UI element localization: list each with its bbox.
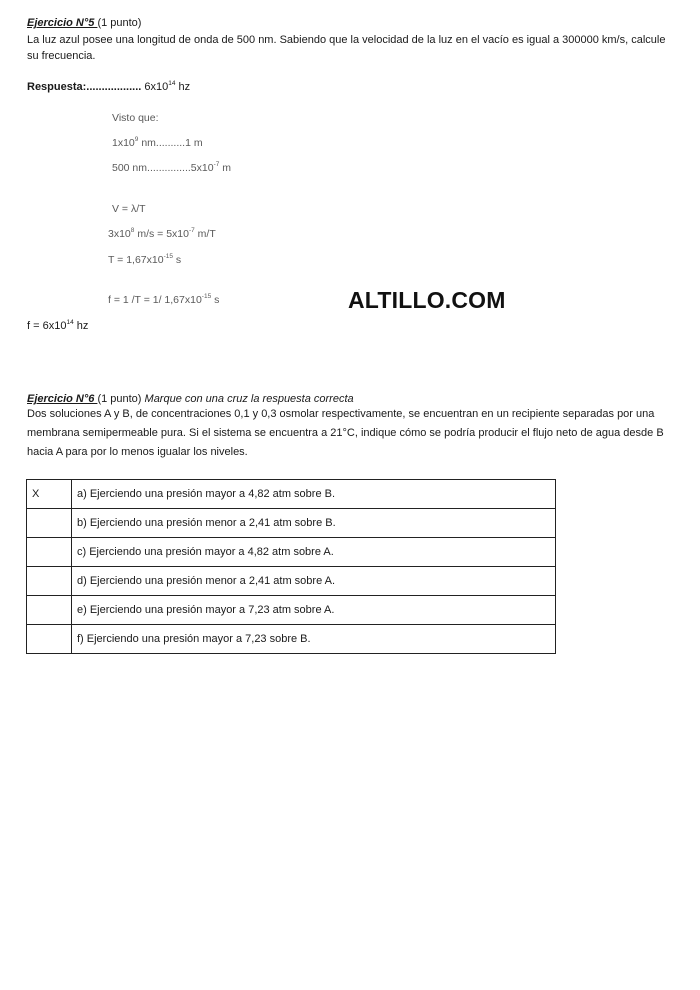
options-table <box>26 479 556 654</box>
ej5-conversion-1 <box>112 137 203 149</box>
ej5-eq-2 <box>108 228 216 240</box>
eq2-a: 3x10 <box>108 228 131 240</box>
ej5-conversion-2 <box>112 162 231 174</box>
final-exp: 14 <box>66 319 74 326</box>
conv2-exp: -7 <box>213 161 220 168</box>
ej6-points: (1 punto) <box>97 393 145 405</box>
eq4-b: s <box>211 294 220 306</box>
conv1-base: 1x10 <box>112 137 135 149</box>
option-mark-cell[interactable] <box>27 567 72 596</box>
ej5-title: Ejercicio N°5 <box>27 17 98 29</box>
ej5-answer-exp: 14 <box>168 80 176 87</box>
option-mark-cell[interactable]: X <box>27 480 72 509</box>
ej5-visto: Visto que: <box>112 112 159 124</box>
eq2-exp1: 8 <box>130 227 135 234</box>
ej5-answer-base: 6x10 <box>141 81 169 93</box>
ej5-eq-4 <box>108 294 219 306</box>
conv1-exp: 9 <box>134 136 139 143</box>
option-mark-cell[interactable] <box>27 596 72 625</box>
ej5-answer-unit: hz <box>175 81 191 93</box>
option-text: c) Ejerciendo una presión mayor a 4,82 atm sobre A. <box>72 538 556 567</box>
final-b: hz <box>73 320 89 332</box>
eq3-b: s <box>172 254 182 266</box>
option-mark-cell[interactable] <box>27 509 72 538</box>
option-text: a) Ejerciendo una presión mayor a 4,82 atm sobre B. <box>72 480 556 509</box>
ej5-final-answer <box>27 319 88 334</box>
conv2-rest: m <box>219 162 232 174</box>
eq4-exp: -15 <box>201 293 212 300</box>
eq2-c: m/T <box>194 228 216 240</box>
option-text: b) Ejerciendo una presión menor a 2,41 atm sobre B. <box>72 509 556 538</box>
option-row <box>27 567 556 596</box>
option-row <box>27 509 556 538</box>
ej5-answer-label: Respuesta:.................. <box>27 81 142 93</box>
ej5-heading <box>27 16 141 31</box>
option-row <box>27 480 556 509</box>
eq2-b: m/s = 5x10 <box>134 228 189 240</box>
option-text: f) Ejerciendo una presión mayor a 7,23 sobre B. <box>72 625 556 654</box>
ej5-points: (1 punto) <box>97 17 142 29</box>
option-mark-cell[interactable] <box>27 625 72 654</box>
option-row <box>27 625 556 654</box>
option-mark-cell[interactable] <box>27 538 72 567</box>
ej6-instruction: Marque con una cruz la respuesta correcta <box>144 393 354 405</box>
eq3-exp: -15 <box>163 253 173 260</box>
eq4-a: f = 1 /T = 1/ 1,67x10 <box>108 294 202 306</box>
conv2-base: 500 nm...............5x10 <box>112 162 214 174</box>
ej5-eq-3 <box>108 254 181 266</box>
eq3-a: T = 1,67x10 <box>108 254 164 266</box>
ej5-statement: La luz azul posee una longitud de onda de 500 nm. Sabiendo que la velocidad de la luz en el vacío es igual a 300000 km/s, calcule su frecuencia. <box>27 34 666 62</box>
ej5-answer <box>27 80 190 95</box>
option-row <box>27 596 556 625</box>
eq2-exp2: -7 <box>188 227 195 234</box>
option-row <box>27 538 556 567</box>
option-text: d) Ejerciendo una presión menor a 2,41 atm sobre A. <box>72 567 556 596</box>
conv1-rest: nm..........1 m <box>138 137 203 149</box>
ej6-title: Ejercicio N°6 <box>27 393 98 405</box>
watermark-logo: ALTILLO.COM <box>348 287 506 313</box>
ej5-eq-1: V = λ/T <box>112 203 146 215</box>
final-a: f = 6x10 <box>27 320 67 332</box>
ej6-statement: Dos soluciones A y B, de concentraciones 0,1 y 0,3 osmolar respectivamente, se encuentran en un recipiente separadas por una membrana semipermeable pura. Si el sistema se encuentra a 21°C, indique cómo se podría producir el flujo neto de agua desde B hacia A para por lo menos igualar los niveles. <box>27 408 664 458</box>
option-text: e) Ejerciendo una presión mayor a 7,23 atm sobre A. <box>72 596 556 625</box>
